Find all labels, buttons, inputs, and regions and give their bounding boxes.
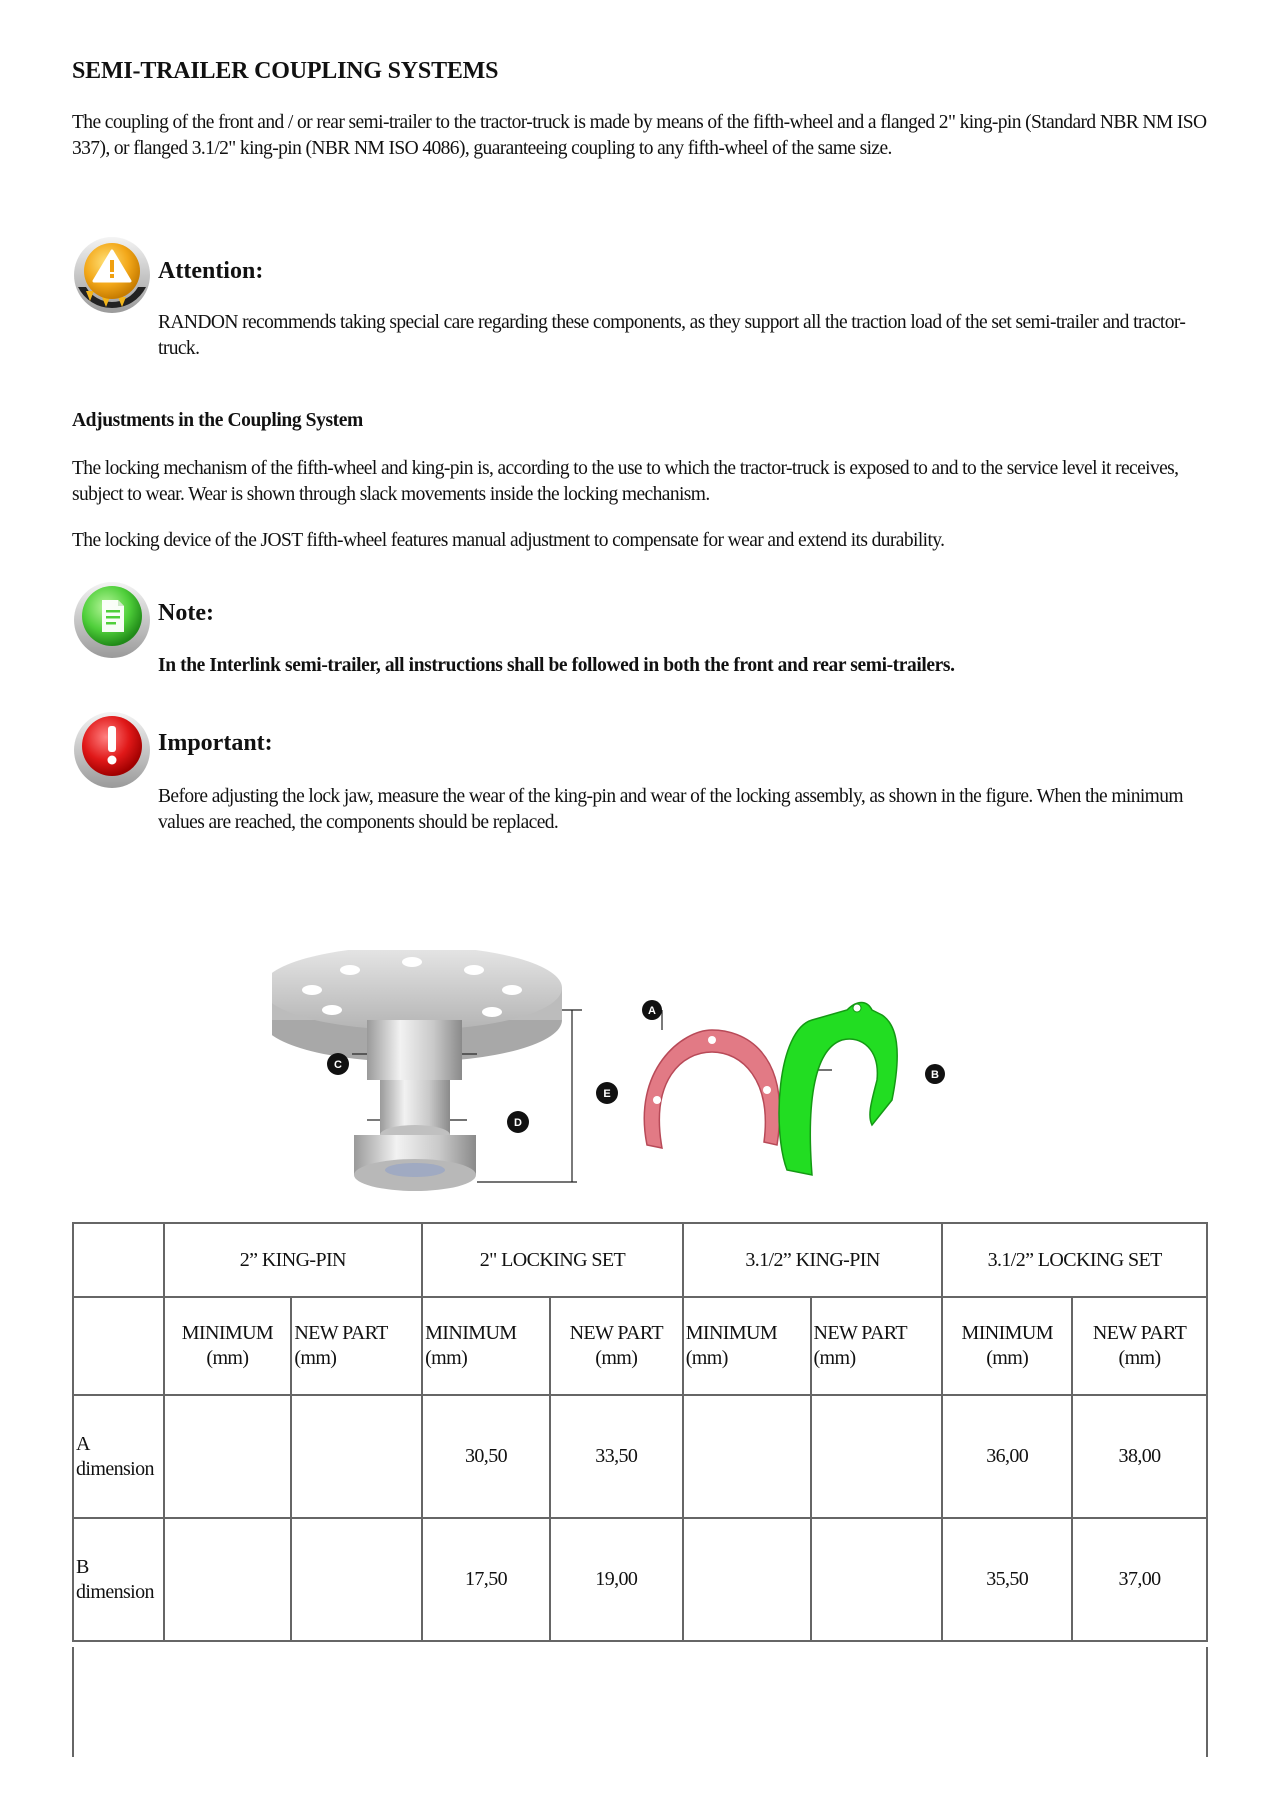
table-cell: 30,50	[422, 1395, 550, 1518]
label-a: A	[648, 1005, 656, 1017]
group-3-5-locking-set: 3.1/2” LOCKING SET	[942, 1223, 1207, 1297]
coupling-figure	[272, 950, 1072, 1200]
attention-text: RANDON recommends taking special care regarding these components, as they support all the traction load of the set semi-trailer and tractor-truck.	[158, 312, 1186, 359]
subheader-cell: NEW PART (mm)	[811, 1297, 943, 1395]
table-cell: 38,00	[1072, 1395, 1207, 1518]
label-d: D	[514, 1117, 522, 1129]
intro-paragraph: The coupling of the front and / or rear semi-trailer to the tractor-truck is made by means of the fifth-wheel and a flanged 2" king-pin (Standard NBR NM ISO 337), or flanged 3.1/2" king-pin (NBR NM ISO 4086), guaranteeing coupling to any fifth-wheel of the same size.	[72, 112, 1207, 159]
subheader-cell: NEW PART (mm)	[550, 1297, 683, 1395]
adjustments-heading: Adjustments in the Coupling System	[72, 410, 363, 431]
table-row	[73, 1395, 1207, 1518]
important-text: Before adjusting the lock jaw, measure the wear of the king-pin and wear of the locking assembly, as shown in the figure. When the minimum values are reached, the components should be replaced.	[158, 786, 1183, 833]
table-subheader-row	[73, 1297, 1207, 1395]
label-c: C	[334, 1059, 342, 1071]
subheader-cell: MINIMUM (mm)	[164, 1297, 292, 1395]
kingpin-drawing	[272, 950, 562, 1191]
table-cell	[811, 1518, 943, 1641]
exclamation-icon	[72, 708, 152, 788]
label-b: B	[931, 1069, 939, 1081]
group-3-5-kingpin: 3.1/2” KING-PIN	[683, 1223, 943, 1297]
table-cell	[291, 1395, 422, 1518]
specs-table	[72, 1222, 1208, 1642]
table-cell	[164, 1395, 292, 1518]
table-row	[73, 1518, 1207, 1641]
table-cell: 33,50	[550, 1395, 683, 1518]
group-2-kingpin: 2” KING-PIN	[164, 1223, 423, 1297]
label-e: E	[603, 1088, 611, 1100]
lock-jaw-drawing	[779, 1003, 897, 1176]
subheader-cell: MINIMUM (mm)	[942, 1297, 1072, 1395]
attention-title: Attention:	[158, 258, 264, 284]
table-cell	[683, 1518, 811, 1641]
group-2-locking-set: 2" LOCKING SET	[422, 1223, 683, 1297]
row-label: B dimension	[73, 1518, 164, 1641]
table-cell: 35,50	[942, 1518, 1072, 1641]
document-icon	[72, 578, 152, 658]
lock-ring-drawing	[644, 1030, 779, 1148]
table-cell: 19,00	[550, 1518, 683, 1641]
corner-cell	[73, 1223, 164, 1297]
warning-icon	[72, 235, 152, 315]
corner-cell	[73, 1297, 164, 1395]
table-cell: 36,00	[942, 1395, 1072, 1518]
subheader-cell: NEW PART (mm)	[1072, 1297, 1207, 1395]
table-continuation	[72, 1647, 1208, 1757]
adjustments-paragraph-2: The locking device of the JOST fifth-wheel features manual adjustment to compensate for wear and extend its durability.	[72, 530, 945, 551]
table-header-row	[73, 1223, 1207, 1297]
subheader-cell: MINIMUM (mm)	[683, 1297, 811, 1395]
table-cell	[683, 1395, 811, 1518]
table-cell: 17,50	[422, 1518, 550, 1641]
table-cell	[291, 1518, 422, 1641]
table-cell: 37,00	[1072, 1518, 1207, 1641]
subheader-cell: NEW PART (mm)	[291, 1297, 422, 1395]
important-title: Important:	[158, 730, 273, 756]
note-title: Note:	[158, 600, 214, 626]
page-title: SEMI-TRAILER COUPLING SYSTEMS	[72, 58, 499, 84]
adjustments-paragraph-1: The locking mechanism of the fifth-wheel and king-pin is, according to the use to which the tractor-truck is exposed to and to the service level it receives, subject to wear. Wear is shown through slack movements inside the locking mechanism.	[72, 458, 1179, 505]
row-label: A dimension	[73, 1395, 164, 1518]
table-cell	[811, 1395, 943, 1518]
note-text: In the Interlink semi-trailer, all instructions shall be followed in both the front and rear semi-trailers.	[158, 655, 955, 676]
subheader-cell: MINIMUM (mm)	[422, 1297, 550, 1395]
table-cell	[164, 1518, 292, 1641]
